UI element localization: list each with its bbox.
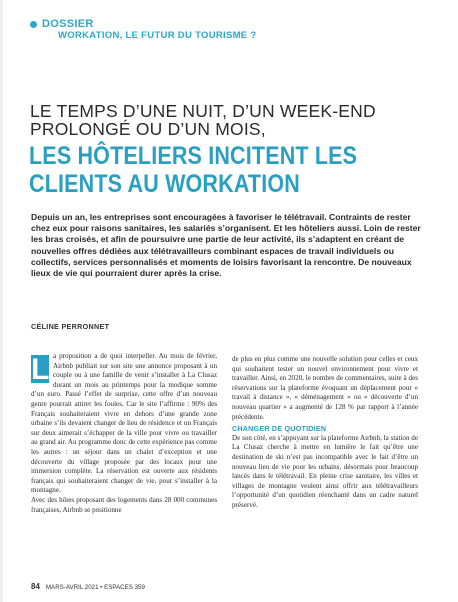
body-paragraph: de plus en plus comme une nouvelle solution pour celles et ceux qui souhaitent tester un nouvel environnement pour vivre et travailler. Ainsi, en 2020, le nombre de commentaires, suite à des réservations sur la plateforme évoquant un déplacement pour « travail à distance », « déménagement » ou « découverte d’un nouveau quartier » a augmenté de 128 % par rapport à l’année précédente. [232,355,418,421]
headline-title: LES HÔTELIERS INCITENT LES CLIENTS AU WORKATION [29,142,358,198]
section-subheading: CHANGER DE QUOTIDIEN [232,424,327,434]
body-paragraph: Avec des hôtes proposant des logements dans 28 000 communes françaises, Airbnb se positionne [31,495,217,514]
section-bullet-icon [30,21,37,28]
body-column-right [232,355,418,511]
page-footer [31,582,145,591]
drop-cap: L [31,353,50,386]
headline-kicker: LE TEMPS D’UNE NUIT, D’UN WEEK-END PROLONGÉ OU D’UN MOIS, [30,101,376,139]
subsection-label: WORKATION, LE FUTUR DU TOURISME ? [58,30,257,41]
author-byline: CÉLINE PERRONNET [31,322,110,331]
section-label: DOSSIER [42,18,94,30]
body-column-left [31,352,217,515]
page-number: 84 [31,582,40,591]
page-edge [0,0,3,602]
issue-info: MARS-AVRIL 2021 • ESPACES 359 [45,584,145,591]
intro-paragraph: Depuis un an, les entreprises sont encouragées à favoriser le télétravail. Contraints de rester chez eux pour raisons sanitaires, les salariés s’organisent. Et les hôteliers aussi. Loin de rester les bras croisés, et afin de poursuivre une partie de leur activité, ils s’adaptent en créant de nouvelles offres dédiées aux télétravailleurs combinant espaces de travail individuels ou collectifs, services personnalisés et moments de loisirs favorisant la rencontre. De nouveaux lieux de vie qui pourraient durer après la crise. [31,212,421,279]
body-paragraph: De son côté, en s’appuyant sur la plateforme Airbnb, la station de La Clusaz cherche à mettre en lumière le fait qu’être une destination de ski n’est pas incompatible avec le fait d’être un nouveau lieu de vie pour les urbains, désormais pour beaucoup lancés dans le télétravail. En pleine crise sanitaire, les villes et villages de montagne veulent ainsi offrir aux télétravailleurs l’opportunité d’un quotidien réenchanté dans un cadre naturel préservé. [232,433,418,509]
section-tag [30,18,256,42]
body-paragraph: a proposition a de quoi interpeller. Au mois de février, Airbnb publiait sur son site une annonce proposant à un couple ou à une famille de venir s’installer à La Clusaz durant un mois au printemps pour la modique somme d’un euro. Passé l’effet de surprise, cette offre d’un nouveau genre pourrait attirer les foules. Car le site l’affirme : 90% des Français souhaiteraient vivre en dehors d’une grande zone urbaine s’ils devaient changer de lieu de résidence et un Français sur deux aimerait s’échapper de la ville pour vivre ou travailler au grand air. Au programme donc de cette expérience pas comme les autres : un séjour dans un chalet d’exception et une découverte du village proposée par des locaux pour une immersion complète. La réservation est ouverte aux résidents français qui souhaiteraient changer de vie, pour s’installer à la montagne. [31,352,217,495]
